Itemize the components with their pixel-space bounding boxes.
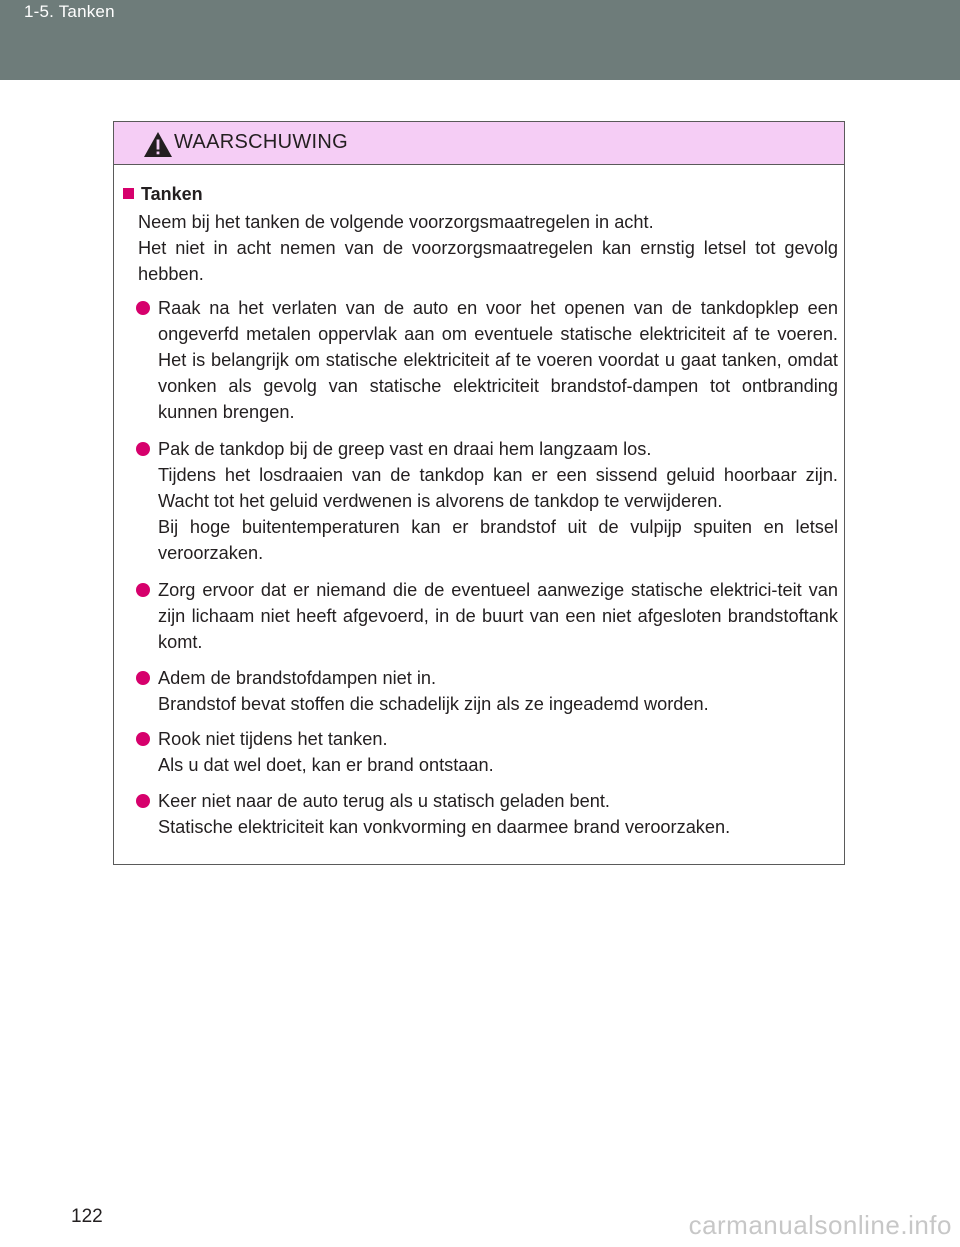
round-bullet-icon [136, 301, 150, 315]
list-item [136, 436, 838, 566]
list-item-text: Zorg ervoor dat er niemand die de eventueel aanwezige statische elektrici-teit van zijn lichaam niet heeft afgevoerd, in de buurt van een niet afgesloten brandstoftank komt. [158, 580, 838, 652]
list-item-text: Statische elektriciteit kan vonkvorming en daarmee brand veroorzaken. [158, 817, 731, 837]
round-bullet-icon [136, 671, 150, 685]
header-band [0, 0, 960, 80]
list-item [136, 577, 838, 655]
round-bullet-icon [136, 732, 150, 746]
list-item-text: Pak de tankdop bij de greep vast en draai hem langzaam los. [158, 439, 652, 459]
list-item-text: Brandstof bevat stoffen die schadelijk zijn als ze ingeademd worden. [158, 694, 709, 714]
square-bullet-icon [123, 188, 134, 199]
intro-paragraph [138, 209, 838, 287]
list-item-text: Bij hoge buitentemperaturen kan er brandstof uit de vulpijp spuiten en letsel veroorzaken. [158, 517, 838, 563]
watermark: carmanualsonline.info [688, 1210, 952, 1240]
list-item-text: Als u dat wel doet, kan er brand ontstaan. [158, 755, 494, 775]
list-item-text: Tijdens het losdraaien van de tankdop kan er een sissend geluid hoorbaar zijn. Wacht tot het geluid verdwenen is alvorens de tankdop te verwijderen. [158, 465, 838, 511]
list-item-text: Keer niet naar de auto terug als u statisch geladen bent. [158, 791, 610, 811]
topic-label: Tanken [141, 184, 203, 204]
warning-box [113, 121, 845, 865]
round-bullet-icon [136, 583, 150, 597]
list-item-text: Rook niet tijdens het tanken. [158, 729, 388, 749]
list-item [136, 665, 838, 717]
page-number: 122 [71, 1206, 103, 1227]
list-item [136, 726, 838, 778]
round-bullet-icon [136, 442, 150, 456]
intro-line: Het niet in acht nemen van de voorzorgsmaatregelen kan ernstig letsel tot gevolg hebben. [138, 238, 838, 284]
section-title: 1-5. Tanken [24, 2, 115, 21]
list-item-text: Adem de brandstofdampen niet in. [158, 668, 437, 688]
list-item [136, 788, 838, 840]
round-bullet-icon [136, 794, 150, 808]
warning-title: WAARSCHUWING [174, 131, 348, 153]
topic-heading [123, 181, 203, 207]
intro-line: Neem bij het tanken de volgende voorzorgsmaatregelen in acht. [138, 212, 654, 232]
list-item-text: Raak na het verlaten van de auto en voor het openen van de tankdopklep een ongeverfd metalen oppervlak aan om eventuele statische elektriciteit af te voeren. Het is belangrijk om statische elektriciteit af te voeren voordat u gaat tanken, omdat vonken als gevolg van statische elektriciteit brandstof-dampen tot ontbranding kunnen brengen. [158, 298, 838, 422]
warning-header [114, 122, 844, 165]
list-item [136, 295, 838, 425]
warning-triangle-icon [143, 131, 173, 158]
